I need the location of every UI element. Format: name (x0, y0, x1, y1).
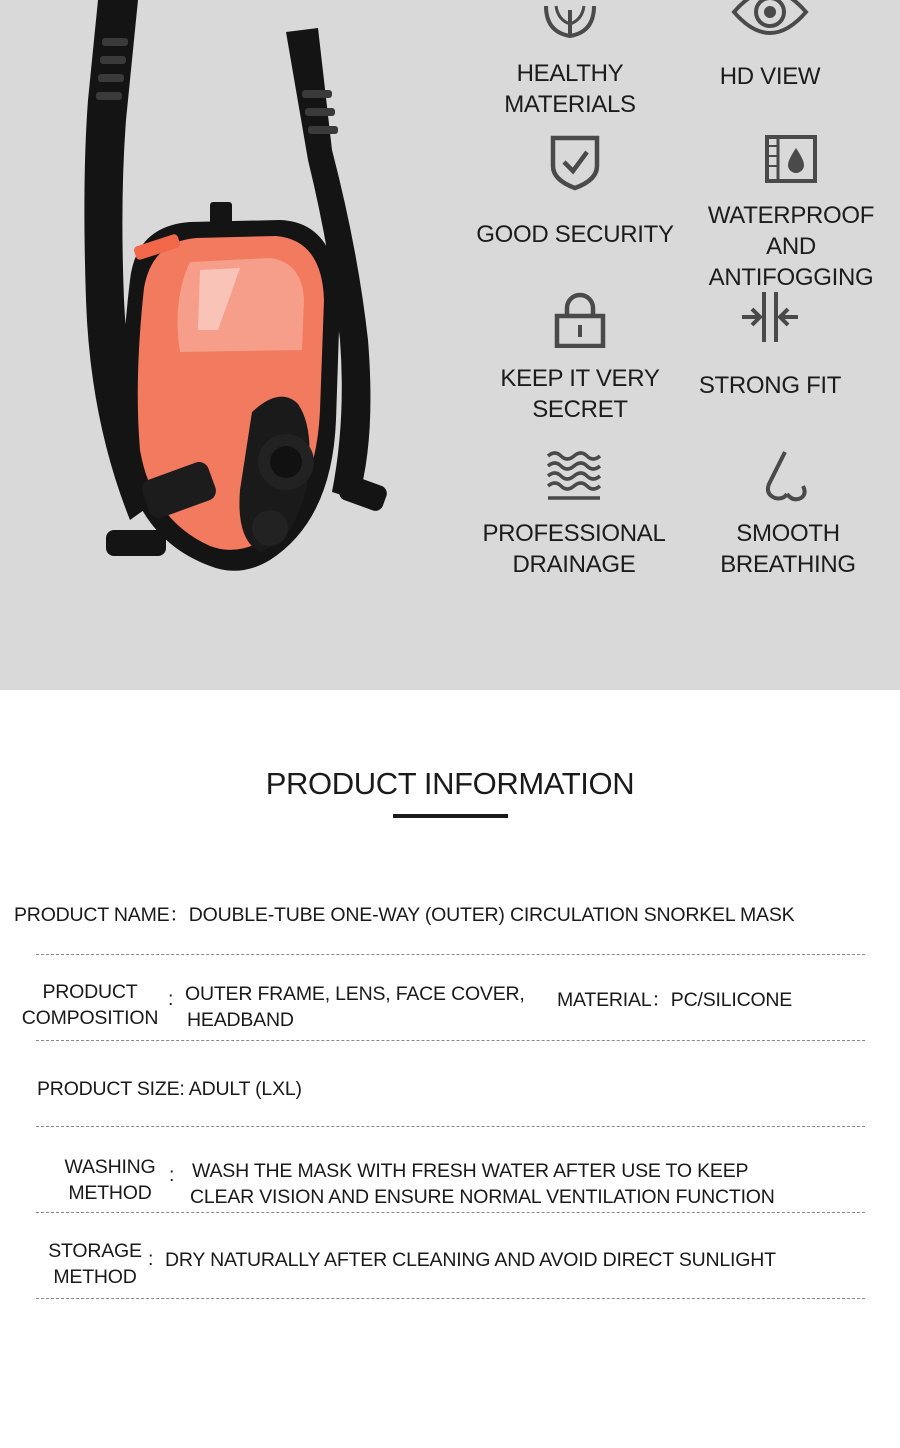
feature-healthy-materials (480, 0, 660, 120)
waves-icon (546, 450, 602, 502)
storage-label: STORAGE METHOD (48, 1240, 142, 1288)
feature-good-security (475, 132, 675, 250)
material-row (557, 987, 792, 1013)
composition-value: OUTER FRAME, LENS, FACE COVER, HEADBAND (185, 983, 525, 1031)
feature-label: STRONG FIT (698, 372, 842, 399)
washing-label: WASHING METHOD (64, 1156, 156, 1204)
feature-smooth-breathing (690, 450, 886, 580)
storage-value: DRY NATURALLY AFTER CLEANING AND AVOID DIRECT SUNLIGHT (165, 1249, 776, 1271)
feature-label: GOOD SECURITY (476, 221, 674, 248)
storage-colon: : (148, 1248, 154, 1270)
compress-icon (740, 290, 800, 344)
divider (36, 1298, 865, 1299)
feature-label: PROFESSIONAL DRAINAGE (482, 520, 666, 578)
washing-colon: : (169, 1164, 175, 1186)
eye-icon (730, 0, 810, 44)
feature-label: SMOOTH BREATHING (720, 520, 856, 578)
product-size: PRODUCT SIZE: ADULT (LXL) (37, 1078, 302, 1100)
feature-keep-secret (480, 292, 680, 425)
product-name-value: DOUBLE-TUBE ONE-WAY (OUTER) CIRCULATION SNORKEL MASK (188, 904, 795, 926)
composition-label: PRODUCT COMPOSITION (21, 981, 159, 1029)
waterdrop-icon (764, 134, 818, 184)
section-title: PRODUCT INFORMATION (265, 766, 635, 801)
nose-icon (763, 450, 813, 504)
product-name-label: PRODUCT NAME： (14, 904, 189, 926)
divider (36, 1040, 865, 1041)
feature-professional-drainage (474, 450, 674, 580)
feature-strong-fit (680, 290, 860, 401)
divider (36, 1126, 865, 1127)
hero-banner (0, 0, 900, 690)
lock-icon (553, 292, 607, 348)
snorkel-mask-image (40, 0, 420, 600)
material-label: MATERIAL： (557, 989, 671, 1011)
feature-hd-view (680, 0, 860, 92)
feature-label: WATERPROOF AND ANTIFOGGING (707, 202, 875, 291)
shield-check-icon (547, 132, 603, 192)
material-value: PC/SILICONE (670, 989, 793, 1011)
feature-waterproof-antifogging (682, 134, 900, 293)
leaf-icon (540, 0, 600, 54)
washing-value: WASH THE MASK WITH FRESH WATER AFTER USE TO KEEP CLEAR VISION AND ENSURE NORMAL VENTILATION FUNCTION (190, 1160, 775, 1208)
divider (36, 1212, 865, 1213)
title-underline (393, 814, 508, 818)
product-name-row (14, 902, 794, 928)
feature-label: HEALTHY MATERIALS (504, 60, 636, 118)
composition-colon: : (168, 988, 174, 1010)
feature-label: HD VIEW (719, 63, 821, 90)
feature-label: KEEP IT VERY SECRET (500, 365, 660, 423)
divider (36, 954, 865, 955)
